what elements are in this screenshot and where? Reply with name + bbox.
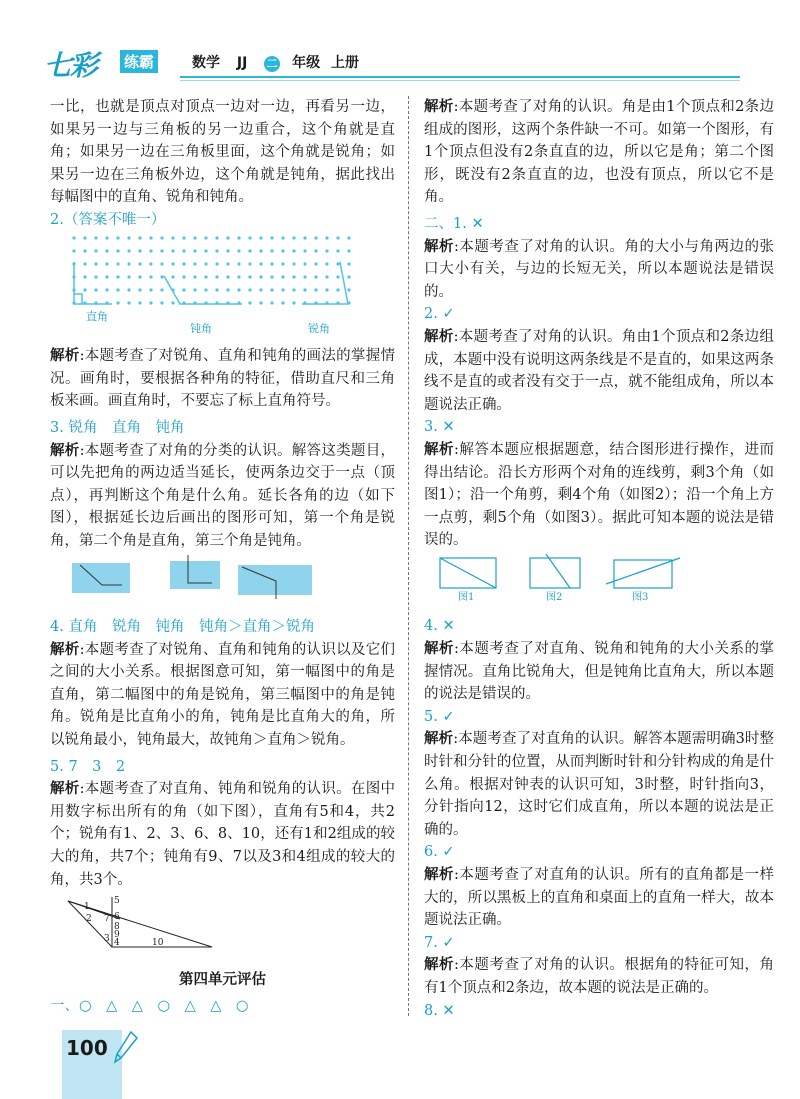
q2-heading: 2.（答案不唯一） — [50, 211, 166, 228]
grid-dot — [204, 275, 207, 278]
grid-dot — [347, 288, 350, 291]
angle-2-box — [170, 561, 220, 589]
fig1-label: 图1 — [458, 591, 475, 603]
numbered-triangle-figure — [62, 893, 222, 953]
grid-dot — [248, 236, 251, 239]
analysis-text: :本题考查了对角的认识。根据角的特征可知，角有1个顶点和2条边，故本题的说法是正确的。 — [424, 957, 774, 996]
s2-6-analysis — [424, 864, 774, 932]
grid-dot — [215, 288, 218, 291]
fig3-label: 图3 — [632, 591, 649, 603]
grid-dot — [127, 262, 130, 265]
grid-dot — [215, 262, 218, 265]
analysis-label: 解析 — [50, 348, 80, 365]
grid-dot — [204, 249, 207, 252]
grid-dot — [193, 288, 196, 291]
grid-dot — [237, 288, 240, 291]
grid-dot — [182, 236, 185, 239]
grid-dot — [226, 275, 229, 278]
grid-dot — [149, 236, 152, 239]
s2-5-analysis — [424, 728, 774, 841]
grid-dot — [193, 262, 196, 265]
grid-dot — [281, 249, 284, 252]
grid-dot — [336, 262, 339, 265]
grid-dot — [182, 249, 185, 252]
grid-dot — [281, 288, 284, 291]
analysis-label: 解析 — [424, 238, 455, 255]
grid-dot — [248, 249, 251, 252]
grid-dot — [138, 301, 141, 304]
grid-dot — [171, 249, 174, 252]
grid-dot — [83, 262, 86, 265]
grid-dot — [116, 275, 119, 278]
grid-dot — [215, 249, 218, 252]
grid-dot — [193, 236, 196, 239]
brand-logo-box: 练霸 — [120, 50, 158, 73]
grid-dot — [281, 262, 284, 265]
grid-dot — [259, 288, 262, 291]
grid-dot — [237, 275, 240, 278]
grade: 年级 — [292, 55, 321, 71]
grid-dot — [325, 236, 328, 239]
tri-num: 5 — [114, 896, 120, 907]
grid-dot — [94, 262, 97, 265]
fig2-label: 图2 — [546, 591, 563, 603]
s2-6-heading: 6. ✓ — [424, 844, 455, 861]
analysis-label: 解析 — [424, 441, 455, 458]
grid-dot — [105, 236, 108, 239]
grid-dot — [105, 262, 108, 265]
analysis-label: 解析 — [424, 731, 454, 748]
grid-dot — [281, 275, 284, 278]
grid-dot — [314, 275, 317, 278]
q2-analysis — [50, 345, 395, 413]
grid-dot — [303, 275, 306, 278]
s2-3-heading: 3. ✕ — [424, 419, 455, 436]
grid-dot — [149, 249, 152, 252]
obtuse-angle-drawing — [164, 276, 242, 304]
grade-badge: 二 — [264, 56, 280, 72]
book-info — [192, 52, 371, 72]
continued-paragraph: 一比，也就是顶点对顶点一边对一边，再看另一边，如果另一边与三角板的另一边重合，这个角就是直角；如果另一边在三角板里面，这个角就是锐角；如果另一边在三角板外边，这个角就是钝角，据此找出每幅图中的直角、锐角和钝角。 — [50, 99, 395, 206]
s2-4-analysis — [424, 638, 774, 706]
grid-dot — [237, 249, 240, 252]
analysis-text: :本题考查了对角的分类的认识。解答这类题目，可以先把角的两边适当延长，使两条边交于一点（顶点），再判断这个角是什么角。延长各角的边（如下图），根据延长边后画出的图形可知，第一个角是锐角，第二个角是直角，第三个角是钝角。 — [50, 442, 395, 549]
tri-num: 3 — [104, 934, 110, 945]
grid-dot — [72, 249, 75, 252]
grid-dot — [347, 249, 350, 252]
grid-dot — [347, 262, 350, 265]
grid-dot — [292, 236, 295, 239]
analysis-label: 解析 — [50, 781, 80, 798]
analysis-text: :本题考查了对直角的认识。解答本题需明确3时整时针和分针的位置，从而判断时针和分针构成的角是什么角。根据对钟表的认识可知，3时整，时针指向3，分针指向12，这时它们成直角，所以本题的说法是正确的。 — [424, 731, 775, 838]
grid-dot — [127, 288, 130, 291]
analysis-text: :本题考查了对锐角、直角和钝角的认识以及它们之间的大小关系。根据图意可知，第一幅图中的角是直角，第二幅图中的角是锐角，第三幅图中的角是钝角。锐角是比直角小的角，钝角是比直角大的角，所以锐角最小，钝角最大，故钝角＞直角＞锐角。 — [50, 641, 395, 749]
grid-dot — [314, 262, 317, 265]
grid-dot — [116, 262, 119, 265]
header-rule-thin — [180, 80, 740, 81]
grid-dot — [105, 288, 108, 291]
sec1-heading: 一、○ △ △ ○ △ △ ○ — [50, 998, 249, 1015]
grid-dot — [259, 236, 262, 239]
acute-angle-drawing — [302, 262, 348, 304]
grid-dot — [94, 288, 97, 291]
analysis-label: 解析 — [424, 328, 454, 345]
angle-1-box — [72, 563, 130, 593]
grid-dot — [325, 249, 328, 252]
right-angle-drawing — [74, 262, 112, 304]
grid-dot — [127, 275, 130, 278]
grid-dot — [336, 288, 339, 291]
column-divider — [408, 96, 409, 1016]
grid-dot — [171, 301, 174, 304]
grid-dot — [127, 301, 130, 304]
grid-dot — [127, 236, 130, 239]
grid-dot — [226, 288, 229, 291]
volume: 上册 — [331, 55, 360, 71]
grid-dot — [281, 236, 284, 239]
grid-dot — [116, 288, 119, 291]
tri-num: 8 — [114, 922, 120, 933]
grid-dot — [226, 236, 229, 239]
grid-dot — [149, 301, 152, 304]
section-title: 第四单元评估 — [179, 971, 266, 988]
grid-dot — [116, 236, 119, 239]
grid-dot — [314, 249, 317, 252]
grid-dot — [204, 288, 207, 291]
grid-dot — [105, 249, 108, 252]
grid-dot — [193, 275, 196, 278]
grid-dot — [160, 249, 163, 252]
grid-dot — [270, 249, 273, 252]
brand-logo: 七彩 — [44, 49, 97, 82]
grid-dot — [314, 288, 317, 291]
s2-5-heading: 5. ✓ — [424, 708, 455, 725]
fig3-cut — [606, 558, 680, 584]
grid-dot — [248, 275, 251, 278]
grid-dot — [83, 249, 86, 252]
grid-dot — [292, 249, 295, 252]
grid-dot — [226, 249, 229, 252]
grid-dot — [259, 275, 262, 278]
s2-4-heading: 4. ✕ — [424, 618, 455, 635]
analysis-text: :本题考查了对锐角、直角和钝角的画法的掌握情况。画角时，要根据各种角的特征，借助直尺和三角板来画。画直角时，不要忘了标上直角符号。 — [50, 348, 395, 410]
grid-dot — [94, 236, 97, 239]
analysis-label: 解析 — [50, 442, 80, 459]
grid-dot — [303, 249, 306, 252]
q4-analysis — [50, 639, 395, 752]
analysis-text: :本题考查了对角的认识。角由1个顶点和2条边组成，本题中没有说明这两条线是不是直的，如果这两条线不是直的或者没有交于一点，就不能组成角，所以本题说法正确。 — [424, 328, 774, 413]
grid-dot — [182, 275, 185, 278]
s2-3-analysis — [424, 439, 774, 552]
label-obtuse: 钝角 — [190, 321, 212, 334]
grid-dot — [171, 236, 174, 239]
q4-heading: 4. 直角 锐角 钝角 钝角＞直角＞锐角 — [50, 619, 315, 636]
page-number: 100 — [66, 1036, 108, 1060]
analysis-label: 解析 — [50, 641, 80, 658]
analysis-text: :解答本题应根据题意，结合图形进行操作，进而得出结论。沿长方形两个对角的连线剪，剩3个角（如图1）；沿一个角剪，剩4个角（如图2）；沿一个角上方一点剪，剩5个角（如图3）。据此可知本题的说法是错误的。 — [424, 441, 774, 549]
analysis-text: :本题考查了对角的认识。角是由1个顶点和2条边组成的图形，这两个条件缺一不可。如第一个图形，有1个顶点但没有2条直直的边，所以它是角；第二个图形，既没有2条直直的边，也没有顶点，所以它不是角。 — [424, 99, 774, 206]
grid-dot — [83, 236, 86, 239]
analysis-label: 解析 — [424, 957, 455, 974]
edition: JJ — [236, 55, 248, 71]
grid-dot — [72, 236, 75, 239]
q3-analysis — [50, 440, 395, 553]
grid-dot — [292, 288, 295, 291]
triangle-numbers — [84, 896, 164, 948]
analysis-text: :本题考查了对直角、钝角和锐角的认识。在图中用数字标出所有的角（如下图），直角有5和4，共2个；锐角有1、2、3、6、8、10，还有1和2组成的较大的角，共7个；钝角有9、7以及3和4组成的较大的角，共3个。 — [50, 781, 395, 888]
grid-dot — [303, 288, 306, 291]
grid-dot — [215, 236, 218, 239]
grid-dot — [270, 288, 273, 291]
grid-dot — [138, 262, 141, 265]
header-rule — [180, 76, 740, 78]
dot-grid — [72, 236, 350, 304]
grid-dot — [270, 301, 273, 304]
fig1-cut — [440, 558, 496, 588]
grid-dot — [259, 301, 262, 304]
grid-dot — [259, 262, 262, 265]
grid-dot — [160, 236, 163, 239]
grid-dot — [347, 275, 350, 278]
grid-dot — [182, 262, 185, 265]
subject: 数学 — [192, 55, 220, 71]
q3-heading: 3. 锐角 直角 钝角 — [50, 419, 185, 436]
grid-dot — [149, 262, 152, 265]
grid-dot — [138, 249, 141, 252]
analysis-label: 解析 — [424, 867, 455, 883]
grid-dot — [94, 249, 97, 252]
analysis-label: 解析 — [424, 99, 454, 115]
r1-analysis — [424, 96, 774, 209]
grid-dot — [171, 275, 174, 278]
grid-dot — [215, 275, 218, 278]
grid-dot — [94, 275, 97, 278]
grid-dot — [248, 301, 251, 304]
grid-dot — [292, 275, 295, 278]
grid-dot — [138, 275, 141, 278]
tri-num: 2 — [86, 914, 92, 925]
fig2-rect — [530, 558, 580, 588]
grid-dot — [259, 249, 262, 252]
grid-dot — [325, 275, 328, 278]
s2-2-heading: 2. ✓ — [424, 306, 455, 323]
grid-dot — [270, 275, 273, 278]
grid-dot — [193, 249, 196, 252]
grid-dot — [160, 275, 163, 278]
grid-dot — [303, 262, 306, 265]
grid-dot — [325, 288, 328, 291]
grid-dot — [336, 236, 339, 239]
grid-dot — [127, 249, 130, 252]
dot-grid-figure — [72, 234, 362, 334]
grid-dot — [237, 262, 240, 265]
page-header — [0, 0, 800, 96]
grid-dot — [204, 262, 207, 265]
label-right: 直角 — [86, 309, 108, 323]
grid-dot — [149, 288, 152, 291]
grid-dot — [160, 262, 163, 265]
grid-dot — [182, 288, 185, 291]
s2-1-heading: 二、1. ✕ — [424, 215, 484, 232]
extended-angles-figure — [62, 555, 362, 601]
s2-7-analysis — [424, 954, 774, 999]
grid-dot — [149, 275, 152, 278]
pencil-icon — [113, 1030, 139, 1064]
s2-7-heading: 7. ✓ — [424, 934, 455, 951]
grid-dot — [347, 236, 350, 239]
right-column — [424, 96, 774, 1022]
label-acute: 锐角 — [308, 321, 330, 334]
grid-dot — [160, 288, 163, 291]
analysis-text: :本题考查了对直角、锐角和钝角的大小关系的掌握情况。直角比锐角大，但是钝角比直角大，所以本题的说法是错误的。 — [424, 641, 774, 703]
analysis-text: :本题考查了对角的认识。角的大小与角两边的张口大小有关，与边的长短无关，所以本题说法是错误的。 — [424, 238, 774, 300]
grid-dot — [83, 288, 86, 291]
grid-dot — [270, 262, 273, 265]
grid-dot — [248, 288, 251, 291]
grid-dot — [237, 236, 240, 239]
s2-2-analysis — [424, 326, 774, 416]
grid-dot — [314, 236, 317, 239]
tri-num: 9 — [114, 930, 120, 941]
analysis-text: :本题考查了对直角的认识。所有的直角都是一样大的，所以黑板上的直角和桌面上的直角一样大，故本题说法正确。 — [424, 867, 774, 929]
grid-dot — [336, 249, 339, 252]
grid-dot — [270, 236, 273, 239]
grid-dot — [303, 236, 306, 239]
s2-8-heading: 8. ✕ — [424, 1002, 455, 1019]
grid-dot — [138, 288, 141, 291]
grid-dot — [116, 301, 119, 304]
q5-analysis — [50, 778, 395, 891]
grid-dot — [325, 262, 328, 265]
tri-num: 10 — [152, 938, 164, 949]
tri-num: 4 — [114, 938, 120, 949]
grid-dot — [226, 262, 229, 265]
grid-dot — [292, 301, 295, 304]
grid-dot — [336, 275, 339, 278]
fig2-cut — [546, 554, 570, 588]
grid-dot — [248, 262, 251, 265]
grid-dot — [138, 236, 141, 239]
analysis-label: 解析 — [424, 641, 455, 658]
grid-dot — [105, 275, 108, 278]
tri-num: 1 — [84, 902, 90, 913]
grid-dot — [281, 301, 284, 304]
q5-heading: 5. 7 3 2 — [50, 758, 126, 775]
cut-rectangles-figure — [436, 554, 696, 604]
tri-num: 6 — [114, 912, 120, 923]
grid-dot — [204, 236, 207, 239]
grid-dot — [171, 262, 174, 265]
tri-num: 7 — [104, 914, 110, 925]
left-column — [50, 96, 395, 1018]
s2-1-analysis — [424, 236, 774, 304]
grid-dot — [83, 275, 86, 278]
grid-dot — [160, 301, 163, 304]
grid-dot — [116, 249, 119, 252]
grid-dot — [292, 262, 295, 265]
